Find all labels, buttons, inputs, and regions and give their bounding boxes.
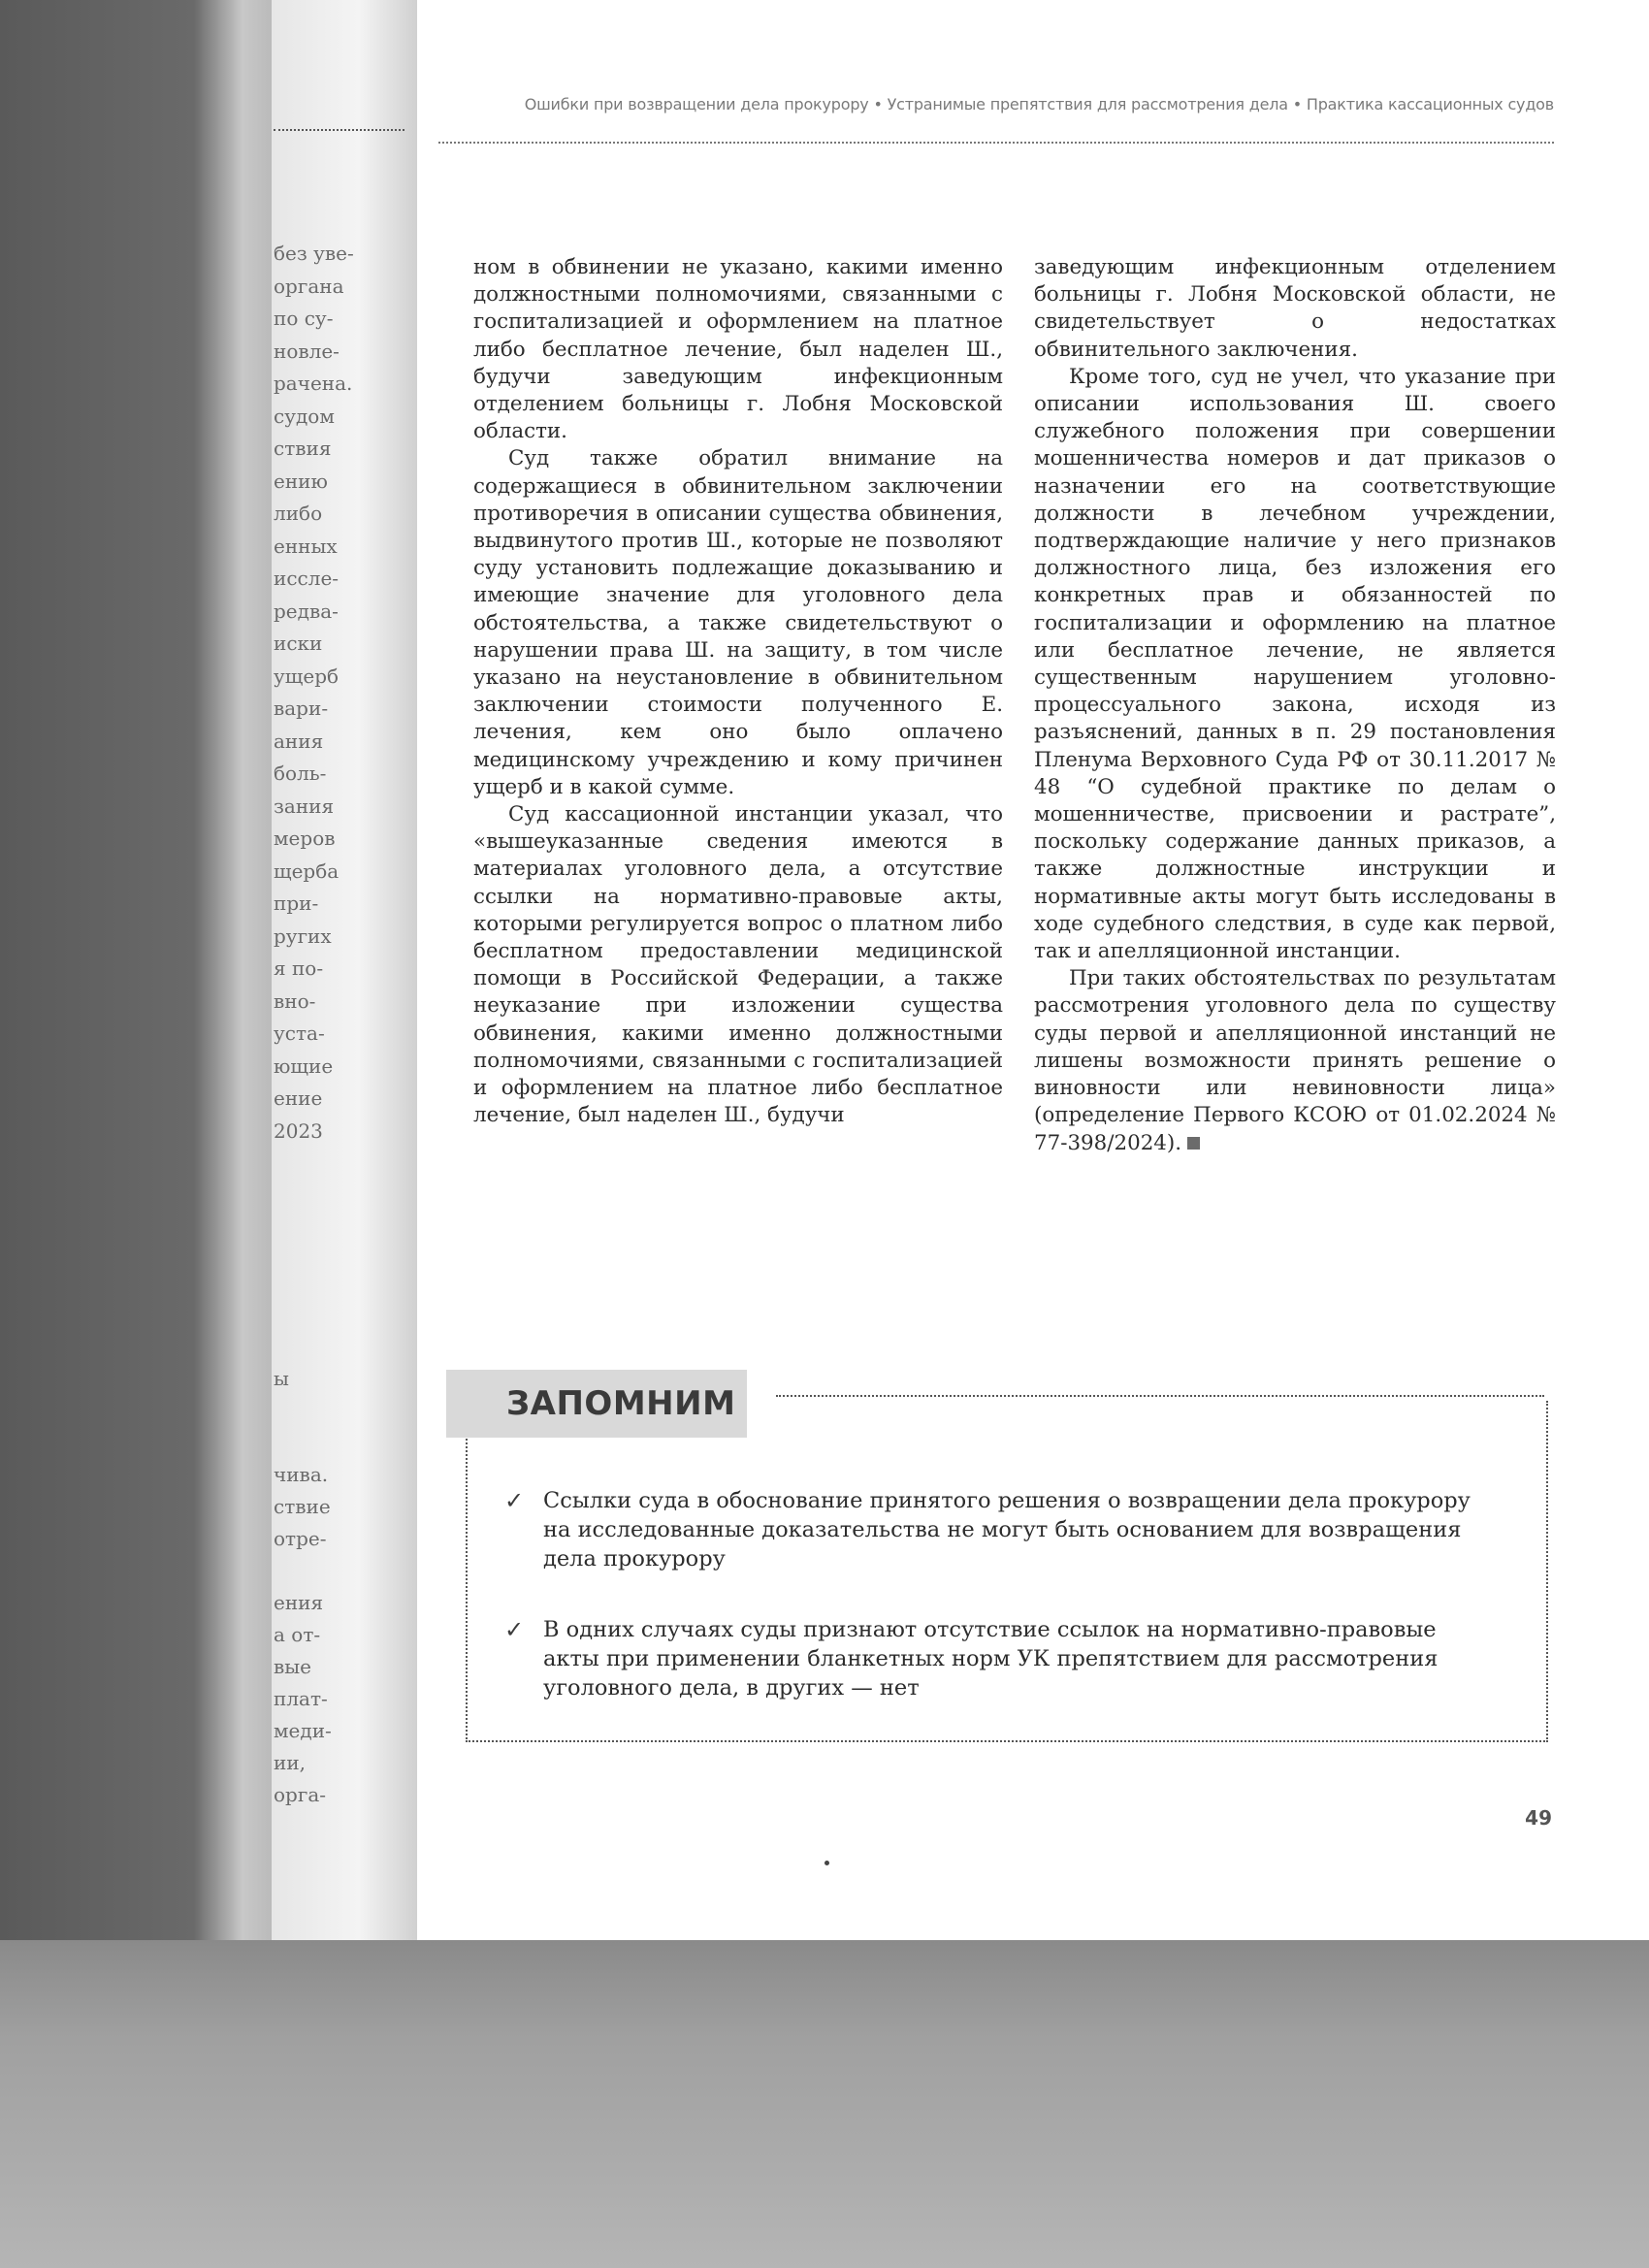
left-fragment: без уве- <box>274 242 354 265</box>
header-dotted-rule <box>438 142 1554 144</box>
paragraph: заведующим инфекционным отделением больницы г. Лобня Московской области, не свидетельствует о недостатках обвинительного заключения. <box>1034 255 1556 362</box>
running-header: Ошибки при возвращении дела прокурору • Устранимые препятствия для рассмотрения дела • Практика кассационных судов <box>524 95 1554 113</box>
paragraph: Суд кассационной инстанции указал, что «вышеуказанные сведения имеются в материалах уголовного дела, а отсутствие ссылки на нормативно-правовые акты, которыми регулируется вопрос о платном либо бесплатном предоставлении медицинской помощи в Российской Федерации, а также неуказание при изложении существа обвинения, какими именно должностными полномочиями, связанными с госпитализацией и оформлением на платное либо бесплатное лечение, был наделен Ш., будучи <box>473 802 1003 1128</box>
paragraph-text: При таких обстоятельствах по результатам рассмотрения уголовного дела по существу суды первой и апелляционной инстанций не лишены возможности принять решение о виновности или невиновности лица» (определение Первого КСОЮ от 01.02.2024 № 77-398/2024). <box>1034 966 1556 1155</box>
left-fragment: ущерб <box>274 664 340 688</box>
left-fragment: ругих <box>274 923 332 948</box>
left-fragment: вари- <box>274 697 329 720</box>
remember-box-top-rule <box>776 1395 1544 1397</box>
left-fragment: а от- <box>274 1623 321 1646</box>
left-fragment: рачена. <box>274 372 353 395</box>
left-fragment: ии, <box>274 1751 307 1774</box>
left-page-text-fragments-lower <box>274 1363 356 1811</box>
left-fragment: плат- <box>274 1687 328 1710</box>
left-fragment: ствие <box>274 1495 331 1518</box>
remember-item-text: В одних случаях суды признают отсутствие ссылок на нормативно-правовые акты при применении бланкетных норм УК препятствием для рассмотрения уголовного дела, в других — нет <box>543 1617 1439 1701</box>
paragraph: ном в обвинении не указано, какими именно должностными полномочиями, связанными с госпитализацией и оформлением на платное либо бесплатное лечение, был наделен Ш., будучи заведующим инфекционным отделением больницы г. Лобня Московской области. <box>473 255 1003 444</box>
left-fragment: отре- <box>274 1527 327 1550</box>
text-column-right <box>1034 254 1556 1157</box>
left-fragment: ствия <box>274 437 332 460</box>
left-fragment <box>274 1395 356 1427</box>
left-fragment <box>274 1555 356 1587</box>
left-fragment: ение <box>274 1086 323 1110</box>
page-number: 49 <box>1525 1806 1552 1830</box>
left-fragment: орга- <box>274 1783 327 1806</box>
left-fragment: иссле- <box>274 567 340 590</box>
left-fragment: енных <box>274 534 338 558</box>
left-fragment: ения <box>274 1591 324 1614</box>
left-fragment: щерба <box>274 859 340 883</box>
left-fragment: меров <box>274 826 336 850</box>
scan-speck <box>824 1861 829 1865</box>
left-fragment <box>274 1427 356 1459</box>
remember-item-text: Ссылки суда в обоснование принятого решения о возвращении дела прокурору на исследованные доказательства не могут быть основанием для возвращения дела прокурору <box>543 1488 1471 1571</box>
left-fragment: меди- <box>274 1719 332 1742</box>
end-of-article-mark <box>1187 1137 1200 1150</box>
left-fragment: 2023 <box>274 1118 323 1143</box>
left-fragment: я по- <box>274 956 324 980</box>
paragraph: Кроме того, суд не учел, что указание при описании использования Ш. своего служебного положения при совершении мошенничества номеров и дат приказов о назначении его на соответствующие должности в лечебном учреждении, подтверждающие наличие у него признаков должностного лица, без изложения его конкретных прав и обязанностей по госпитализации и оформлению на платное или бесплатное лечение, не является существенным нарушением уголовно-процессуального закона, исходя из разъяснений, данных в п. 29 постановления Пленума Верховного Суда РФ от 30.11.2017 № 48 “О судебной практике по делам о мошенничестве, присвоении и растрате”, поскольку содержание данных приказов, а также должностные инструкции и нормативные акты могут быть исследованы в ходе судебного следствия, в суде как первой, так и апелляционной инстанции. <box>1034 364 1556 964</box>
left-fragment: ющие <box>274 1053 334 1078</box>
left-fragment: иски <box>274 632 323 655</box>
left-fragment: ы <box>274 1367 289 1390</box>
left-fragment: чива. <box>274 1463 329 1486</box>
left-fragment: боль- <box>274 761 327 785</box>
paragraph: Суд также обратил внимание на содержащиеся в обвинительном заключении противоречия в описании существа обвинения, выдвинутого против Ш., которые не позволяют суду установить подлежащие доказыванию и имеющие значение для уголовного дела обстоятельства, а также свидетельствуют о нарушении права Ш. на защиту, в том числе указано на неустановление в обвинительном заключении стоимости полученного Е. лечения, кем оно было оплачено медицинскому учреждению и кому причинен ущерб и в какой сумме. <box>473 446 1003 799</box>
left-fragment: при- <box>274 891 319 915</box>
left-fragment: органа <box>274 274 344 298</box>
left-fragment: судом <box>274 404 335 428</box>
left-fragment: редва- <box>274 599 339 623</box>
scanner-bed-background <box>0 1940 1649 2268</box>
check-icon: ✓ <box>504 1487 525 1514</box>
left-page-text-fragments <box>274 238 356 1148</box>
paragraph-last <box>1034 965 1556 1156</box>
remember-label: ЗАПОМНИМ <box>506 1384 736 1423</box>
left-fragment: новле- <box>274 339 340 363</box>
left-page-header-rule <box>274 129 404 131</box>
remember-label-box <box>446 1370 747 1438</box>
left-fragment: вые <box>274 1655 312 1678</box>
left-fragment: либо <box>274 502 323 525</box>
left-fragment: вно- <box>274 988 316 1013</box>
text-column-left <box>473 254 1003 1130</box>
left-fragment: зания <box>274 794 335 818</box>
check-icon: ✓ <box>504 1616 525 1643</box>
remember-item <box>504 1486 1494 1573</box>
left-fragment: устa- <box>274 1021 325 1045</box>
left-fragment: по су- <box>274 307 334 330</box>
remember-item <box>504 1615 1494 1702</box>
left-fragment: ания <box>274 729 324 753</box>
left-fragment: ению <box>274 469 328 493</box>
